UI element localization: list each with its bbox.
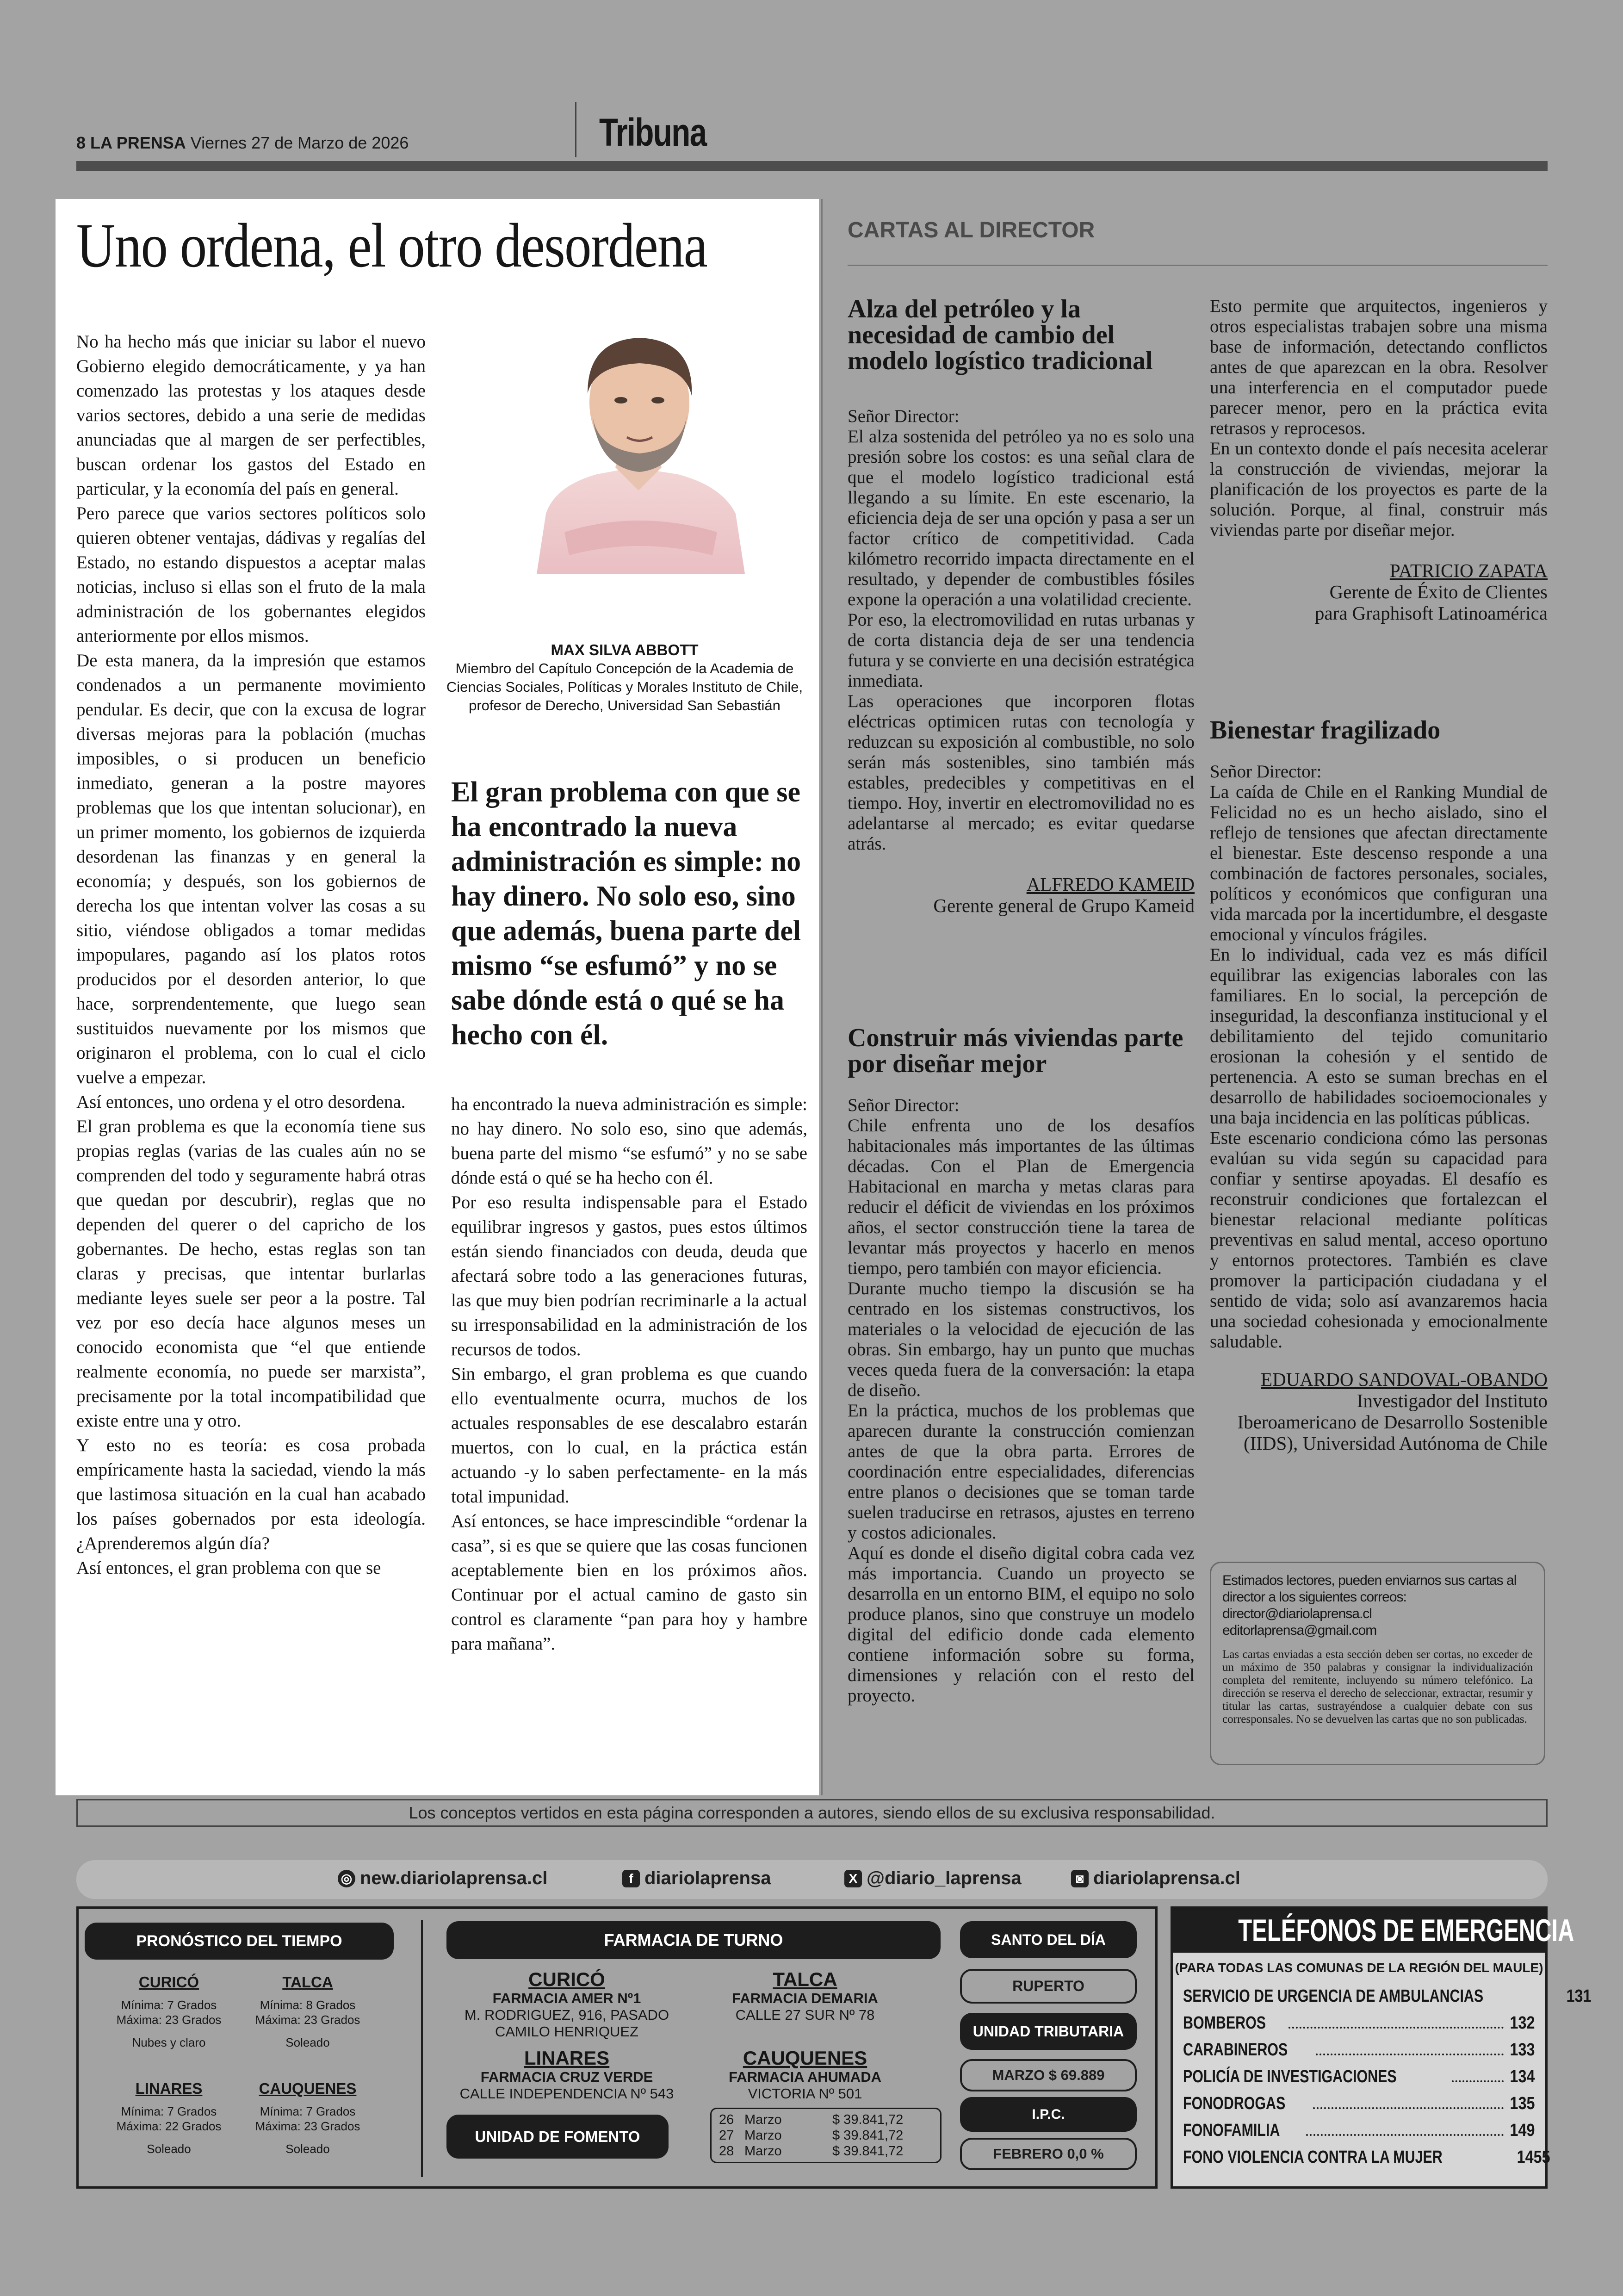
paragraph: Pero parece que varios sectores políticos solo quieren obtener ventajas, dádivas y regalías del Estado, no estando dispuestos a aceptar malas noticias, incluso si ellas son el fruto de la mala administración de los gobernantes elegidos anteriormente por ellos mismos. [76,503,426,646]
letter-salutation: Señor Director: [848,406,960,426]
service-label: CARABINEROS [1183,2040,1288,2060]
emergency-title-text: TELÉFONOS DE EMERGENCIA [1238,1913,1574,1948]
service-number[interactable]: 132 [1510,2013,1535,2033]
paragraph: El gran problema es que la economía tiene sus propias reglas (varias de las cuales aún no se comprenden del todo y seguramente habrá otras que quedan por descubrir), reglas que no dependen del querer o del capricho de los gobernantes. De hecho, estas reglas son tan claras y precisas, que intentar burlarlas mediante leyes suele ser peor a la postre. Tal vez por eso decía hace algunos meses un conocido economista que “el que entiende realmente economía, no puede ser marxista”, precisamente por la total incompatibilidad que existe entre una y otro. [76,1117,426,1431]
service-label: BOMBEROS [1183,2013,1266,2033]
emergency-subtitle: (PARA TODAS LAS COMUNAS DE LA REGIÓN DEL MAULE) [1175,1961,1543,1975]
paragraph: En un contexto donde el país necesita acelerar la construcción de viviendas, mejorar la planificación de los proyectos es parte de la solución. Porque, al final, construir más viviendas parte por diseñar mejor. [1210,439,1548,540]
header-bar [76,161,1548,171]
signer-name: EDUARDO SANDOVAL-OBANDO [1261,1369,1548,1390]
issue-date: Viernes 27 de Marzo de 2026 [190,133,409,152]
letters-section-title: CARTAS AL DIRECTOR [848,218,1095,242]
fomento-label: UNIDAD DE FOMENTO [446,2115,669,2159]
day: 26 [719,2112,734,2127]
service-label: POLICÍA DE INVESTIGACIONES [1183,2067,1397,2086]
temp-max: Máxima: 22 Grados [116,2119,222,2133]
letter-title: Alza del petróleo y la necesidad de cambio del modelo logístico tradicional [848,295,1153,375]
letter-body [1210,762,1548,1352]
paragraph: Chile enfrenta uno de los desafíos habitacionales más importantes de las últimas décadas. Con el Plan de Emergencia Habitacional en marcha y metas claras para reducir el déficit de viviendas en los próximos años, el sector construcción tiene la tarea de levantar más proyectos y hacerlo en menos tiempo, pero también con mayor eficiencia. [848,1116,1195,1278]
pharmacy-name: FARMACIA AMER Nº1 [492,1990,641,2006]
leader-dots [1316,2040,1504,2055]
letters-rule [848,265,1548,266]
pharmacy-address: VICTORIA Nº 501 [748,2085,862,2102]
pharmacy-entry [662,2048,948,2102]
signer-role: Gerente de Éxito de Clientes [1329,581,1548,602]
letter-title: Bienestar fragilizado [1210,716,1441,745]
emergency-row [1183,2040,1535,2060]
temp-min: Mínima: 7 Grados [121,2104,217,2118]
pharmacy-city: CAUQUENES [743,2047,867,2069]
leader-dots [1452,2066,1503,2082]
leader-dots [1288,2013,1504,2029]
notice-email-editor[interactable]: editorlaprensa@gmail.com [1222,1623,1377,1638]
letter-petroleo [848,296,1195,916]
leader-dots [1313,2093,1504,2109]
day: 28 [719,2144,734,2159]
fomento-row [719,2112,933,2128]
letter-title: Construir más viviendas parte por diseñar mejor [848,1024,1183,1078]
social-instagram[interactable] [1071,1868,1240,1889]
x-icon: X [844,1870,862,1887]
section-title: Tribuna [599,111,706,154]
emergency-row [1183,1986,1592,2006]
paragraph: La caída de Chile en el Ranking Mundial de Felicidad no es un hecho aislado, sino el reflejo de tensiones que afectan directamente el bienestar. Este descenso responde a una combinación de factores personales, sociales, políticos y económicos que configuran una vida marcada por la incertidumbre, el desgaste emocional y vínculos frágiles. [1210,782,1548,944]
pharmacy-address-2: CAMILO HENRIQUEZ [495,2023,639,2040]
article-column-2 [451,1092,807,1656]
pharmacy-city: CURICÓ [528,1968,605,1990]
city-name: LINARES [135,2080,203,2097]
service-number[interactable]: 133 [1510,2040,1535,2060]
leader-dots [1306,2120,1504,2136]
letter-bienestar [1210,717,1548,1454]
service-label: SERVICIO DE URGENCIA DE AMBULANCIAS [1183,1986,1484,2006]
letter-signature [1210,560,1548,624]
service-number[interactable]: 1455 [1517,2147,1550,2167]
letter-salutation: Señor Director: [1210,762,1322,782]
santo-title: SANTO DEL DÍA [960,1921,1137,1958]
temp-min: Mínima: 7 Grados [121,1998,217,2012]
service-label: FONO VIOLENCIA CONTRA LA MUJER [1183,2147,1443,2167]
service-number[interactable]: 135 [1510,2094,1535,2113]
value: $ 39.841,72 [832,2112,904,2127]
pull-quote: El gran problema con que se ha encontrado la nueva administración es simple: no hay dinero. No solo eso, sino que además, buena parte del mismo “se esfumó” y no se sabe dónde está o qué se ha hecho con él. [451,776,801,1051]
temp-max: Máxima: 23 Grados [116,2013,222,2027]
emergency-row [1183,2013,1535,2033]
emergency-phones [1171,1906,1592,2189]
folio [76,133,409,153]
temp-min: Mínima: 7 Grados [260,2104,356,2118]
paragraph: Así entonces, uno ordena y el otro desordena. [76,1092,406,1112]
author-bio: Miembro del Capítulo Concepción de la Academia de Ciencias Sociales, Políticas y Morales Instituto de Chile, profesor de Derecho, Universidad San Sebastián [446,660,803,714]
paragraph: ha encontrado la nueva administración es simple: no hay dinero. No solo eso, sino que además, buena parte del mismo “se esfumó” y no se sabe dónde está o qué se ha hecho con él. [451,1094,807,1188]
emergency-row [1183,2093,1535,2114]
emergency-row [1183,2120,1535,2141]
pharmacy-city: TALCA [773,1968,837,1990]
emergency-title [1173,1909,1574,1953]
fomento-row [719,2143,933,2159]
letter-salutation: Señor Director: [848,1095,960,1115]
weather-desc: Soleado [147,2142,191,2156]
notice-intro: Estimados lectores, pueden enviarnos sus cartas al director a los siguientes correos: [1222,1573,1517,1605]
weather-city [241,1973,375,2050]
article-column-1 [76,329,426,1580]
temp-min: Mínima: 8 Grados [260,1998,356,2012]
santo-name: RUPERTO [960,1969,1137,2004]
temp-max: Máxima: 23 Grados [255,2013,360,2027]
letter-viviendas [848,1025,1195,1706]
paragraph: Esto permite que arquitectos, ingenieros y otros especialistas trabajen sobre una misma base de información, detectando conflictos antes de que aparezcan en la obra. Resolver una interferencia en el computador puede parecer menor, pero en la práctica evita retrasos y reprocesos. [1210,296,1548,438]
weather-title: PRONÓSTICO DEL TIEMPO [85,1923,394,1960]
paragraph: Por eso, la electromovilidad en rutas urbanas y de corta distancia deja de ser una tendencia futura y se convierte en una decisión estratégica inmediata. [848,610,1195,691]
emergency-row [1183,2066,1535,2087]
paragraph: De esta manera, da la impresión que estamos condenados a un permanente movimiento pendular. Es decir, que con la excusa de lograr diversas mejoras para la población (muchas imposibles, o si producen un beneficio inmediato, generan a la postre mayores problemas que los que intentan solucionar), en un primer momento, los gobiernos de izquierda desordenan las finanzas y en general la economía; y después, son los gobiernos de derecha los que intentan volver las cosas a su sitio, viéndose obligados a tomar medidas impopulares, pagando así los platos rotos producidos por el desorden anterior, lo que hace, sorprendentemente, que luego sean sustituidos nuevamente por los mismos que originaron el problema, con lo cual el ciclo vuelve a empezar. [76,651,426,1087]
fomento-table [710,2108,942,2163]
pharmacy-title: FARMACIA DE TURNO [446,1921,941,1959]
instagram-handle: diariolaprensa.cl [1093,1868,1240,1888]
month: Marzo [744,2128,782,2143]
city-name: TALCA [282,1973,333,1991]
letter-body [1210,296,1548,540]
service-label: FONODROGAS [1183,2094,1286,2113]
paragraph: Durante mucho tiempo la discusión se ha centrado en los sistemas constructivos, los materiales o la velocidad de ejecución de las obras. Sin embargo, hay un punto que muchas veces queda fuera de la conversación: la etapa de diseño. [848,1278,1195,1400]
signer-role: (IIDS), Universidad Autónoma de Chile [1243,1433,1548,1454]
value: $ 39.841,72 [832,2144,904,2159]
letter-viviendas-continued [1210,296,1548,624]
paragraph: En la práctica, muchos de los problemas que aparecen durante la construcción comienzan antes de que la obra parta. Errores de coordinación entre especialidades, diferencias entre planos o decisiones que se toman tarde suelen traducirse en retrasos, ajustes en terreno y costos adicionales. [848,1401,1195,1543]
signer-name: ALFREDO KAMEID [1026,874,1195,895]
web-url: new.diariolaprensa.cl [360,1868,548,1888]
utm-value: MARZO $ 69.889 [960,2059,1137,2091]
month: Marzo [744,2144,782,2159]
fomento-row [719,2128,933,2143]
social-bar [76,1860,1548,1899]
notice-rules: Las cartas enviadas a esta sección deben ser cortas, no exceder de un máximo de 350 palabras y consignar la individualización completa del remitente, incluyendo su número telefónico. La dirección se reserva el derecho de seleccionar, extractar, resumir y titular las cartas, sustrayéndose a cualquier debate con sus corresponsales. No se devuelven las cartas que no son publicadas. [1222,1648,1533,1725]
emergency-row [1183,2147,1550,2167]
paragraph: Este escenario condiciona cómo las personas evalúan su vida según su capacidad para confiar y sentirse apoyadas. El desafío es reconstruir condiciones que fortalezcan el bienestar relacional mediante políticas preventivas en salud mental, acceso oportuno y entornos protectores. También es clave promover la participación ciudadana y el sentido de vida; solo así avanzaremos hacia una sociedad cohesionada y emocionalmente saludable. [1210,1128,1548,1352]
facebook-handle: diariolaprensa [644,1868,771,1888]
service-number[interactable]: 131 [1566,1986,1592,2006]
paragraph: Así entonces, el gran problema con que se [76,1558,381,1578]
paragraph: Las operaciones que incorporen flotas eléctricas optimicen rutas con tecnología y reduzcan su exposición al combustible, no solo serán más sostenibles, sino también más estables, predecibles y competitivas en el tiempo. Hoy, invertir en electromovilidad no es adelantarse al mercado; es evitar quedarse atrás. [848,691,1195,854]
signer-role: Gerente general de Grupo Kameid [933,895,1195,916]
header-divider [575,102,576,157]
paragraph: En lo individual, cada vez es más difícil equilibrar las exigencias laborales con las familiares. En lo social, la percepción de inseguridad, la desconfianza institucional y el debilitamiento del tejido comunitario erosionan la cohesión y el sentido de pertenencia. A esto se suman brechas en el desarrollo de habilidades socioemocionales y una baja incidencia en las políticas públicas. [1210,945,1548,1128]
service-label: FONOFAMILIA [1183,2121,1280,2140]
weather-city [102,2080,236,2156]
article-title: Uno ordena, el otro desordena [76,211,707,280]
instagram-icon: ◙ [1071,1870,1089,1887]
weather-city [241,2080,375,2156]
pharmacy-name: FARMACIA DEMARIA [732,1990,878,2006]
service-number[interactable]: 134 [1510,2067,1535,2086]
letter-body [848,406,1195,854]
paragraph: Así entonces, se hace imprescindible “ordenar la casa”, si es que se quiere que las cosas funcionen aceptablemente bien en los próximos años. Continuar por el actual camino de gasto sin control es claramente “pan para hoy y hambre para mañana”. [451,1511,807,1654]
weather-desc: Nubes y claro [132,2035,206,2049]
weather-desc: Soleado [285,2035,330,2049]
paragraph: No ha hecho más que iniciar su labor el nuevo Gobierno elegido democráticamente, y ya han comenzado las protestas y los ataques desde varios sectores, debido a una serie de medidas anunciadas que al margen de ser perfectibles, buscan ordenar los gastos del Estado en particular, y la economía del país en general. [76,332,426,499]
page-header [76,102,1548,174]
author-photo [518,315,759,574]
globe-icon: ◎ [338,1870,355,1887]
pharmacy-address: M. RODRIGUEZ, 916, PASADO [464,2007,669,2023]
signer-role: Investigador del Instituto [1357,1390,1548,1411]
signer-role: Iberoamericano de Desarrollo Sostenible [1237,1411,1548,1433]
ipc-title: I.P.C. [960,2097,1137,2132]
author-caption [444,641,805,715]
author-name: MAX SILVA ABBOTT [551,641,699,658]
social-web[interactable] [338,1868,547,1889]
pharmacy-entry [662,1969,948,2023]
paragraph: Y esto no es teoría: es cosa probada empíricamente hasta la saciedad, viendo la más que lastimosa situación en la cual han acabado los países gobernados por esta ideología. ¿Aprenderemos algún día? [76,1435,426,1553]
month: Marzo [744,2112,782,2127]
paragraph: El alza sostenida del petróleo ya no es solo una presión sobre los costos: es una señal clara de que el modelo logístico tradicional está llegando a su límite. En este escenario, la eficiencia deja de ser una opción y pasa a ser un factor crítico de competitividad. Cada kilómetro recorrido impacta directamente en el resultado, y depender de combustibles fósiles expone la operación a una volatilidad creciente. [848,427,1195,609]
paragraph: Aquí es donde el diseño digital cobra cada vez más importancia. Cuando un proyecto se desarrolla en un entorno BIM, el equipo no solo produce planos, sino que construye un modelo digital del edificio donde cada elemento contiene información sobre su forma, dimensiones y relación con el resto del proyecto. [848,1543,1195,1706]
ipc-value: FEBRERO 0,0 % [960,2138,1137,2170]
weather-desc: Soleado [285,2142,330,2156]
service-number[interactable]: 149 [1510,2121,1535,2140]
opinion-article [56,199,819,1795]
page-number: 8 [76,133,86,152]
city-name: CAUQUENES [259,2080,357,2097]
disclaimer: Los conceptos vertidos en esta página corresponden a autores, siendo ellos de su exclusiva responsabilidad. [76,1799,1548,1827]
paragraph: Por eso resulta indispensable para el Estado equilibrar ingresos y gastos, pues estos últimos están siendo financiados con deuda, deuda que afectará sobre todo a las generaciones futuras, las que muy bien podrían recriminarle a la actual su irresponsabilidad en la administración de los recursos de todos. [451,1192,807,1359]
paragraph: Sin embargo, el gran problema es que cuando ello eventualmente ocurra, muchos de los actuales responsables de ese descalabro estarán muertos, con lo cual, en la práctica están actuando -y lo saben perfectamente- en la más total impunidad. [451,1364,807,1507]
pharmacy-city: LINARES [524,2047,610,2069]
signer-role: para Graphisoft Latinoamérica [1314,602,1548,624]
social-x[interactable] [844,1868,1022,1889]
social-facebook[interactable] [622,1868,771,1889]
pharmacy-address: CALLE 27 SUR Nº 78 [735,2007,875,2023]
city-name: CURICÓ [138,1973,199,1991]
pharmacy-name: FARMACIA AHUMADA [728,2069,882,2085]
letter-signature [1210,1369,1548,1454]
letter-signature [848,874,1195,916]
weather-city [102,1973,236,2050]
signer-name: PATRICIO ZAPATA [1389,560,1548,581]
day: 27 [719,2128,734,2143]
facebook-icon: f [622,1870,640,1887]
letters-submission-notice [1210,1562,1545,1765]
pharmacy-address: CALLE INDEPENDENCIA Nº 543 [459,2085,674,2102]
notice-email-director[interactable]: director@diariolaprensa.cl [1222,1606,1372,1621]
temp-max: Máxima: 23 Grados [255,2119,360,2133]
x-handle: @diario_laprensa [867,1868,1022,1888]
paper-name: LA PRENSA [90,133,186,152]
utm-title: UNIDAD TRIBUTARIA [960,2013,1137,2050]
column-divider [821,199,823,1795]
letter-body [848,1095,1195,1706]
value: $ 39.841,72 [832,2128,904,2143]
pharmacy-name: FARMACIA CRUZ VERDE [480,2069,653,2085]
